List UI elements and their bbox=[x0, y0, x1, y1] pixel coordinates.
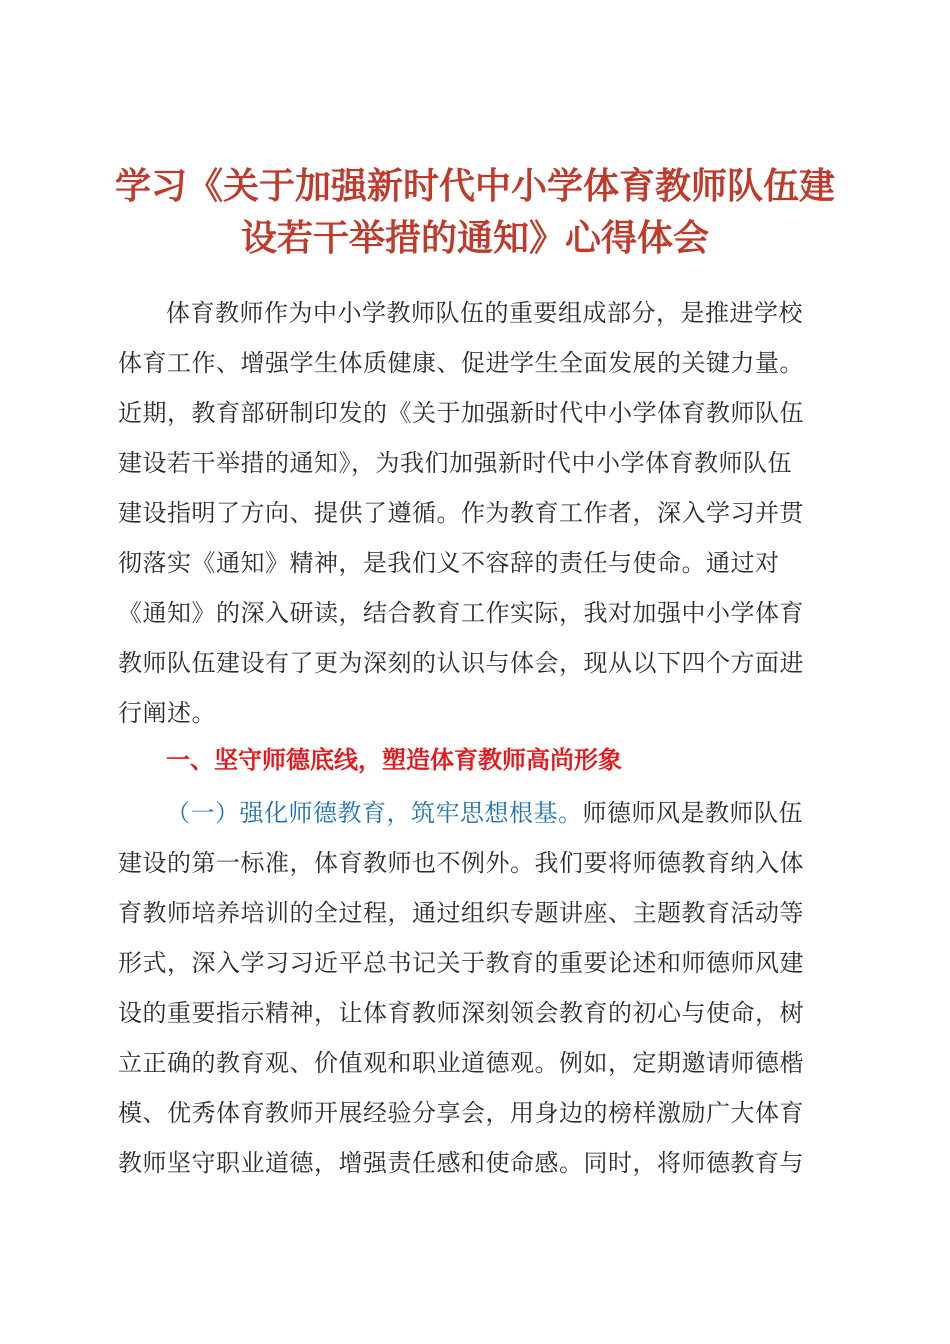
subsection-text: 师德师风是教师队伍 bbox=[582, 799, 803, 827]
paragraph-line: 教师坚守职业道德，增强责任感和使命感。同时，将师德教育与 bbox=[118, 1149, 804, 1177]
paragraph-line: 模、优秀体育教师开展经验分享会，用身边的榜样激励广大体育 bbox=[118, 1099, 804, 1127]
paragraph-line: 近期，教育部研制印发的《关于加强新时代中小学体育教师队伍 bbox=[118, 399, 804, 427]
paragraph-line: 体育教师作为中小学教师队伍的重要组成部分，是推进学校 bbox=[166, 299, 803, 327]
paragraph-line: 彻落实《通知》精神，是我们义不容辞的责任与使命。通过对 bbox=[118, 549, 780, 577]
intro-paragraph bbox=[118, 288, 838, 738]
paragraph-line bbox=[118, 788, 838, 838]
paragraph-line: 建设的第一标准，体育教师也不例外。我们要将师德教育纳入体 bbox=[118, 849, 804, 877]
title-line-1: 学习《关于加强新时代中小学体育教师队伍建 bbox=[114, 165, 835, 207]
paragraph-line: 行阐述。 bbox=[118, 699, 216, 727]
paragraph-line: 体育工作、增强学生体质健康、促进学生全面发展的关键力量。 bbox=[118, 349, 804, 377]
paragraph-line: 形式，深入学习习近平总书记关于教育的重要论述和师德师风建 bbox=[118, 949, 804, 977]
paragraph-line: 育教师培养培训的全过程，通过组织专题讲座、主题教育活动等 bbox=[118, 899, 804, 927]
paragraph-line: 设的重要指示精神，让体育教师深刻领会教育的初心与使命，树 bbox=[118, 999, 804, 1027]
subsection-paragraph-1 bbox=[118, 788, 838, 1188]
document-title bbox=[100, 160, 850, 264]
paragraph-line: 建设指明了方向、提供了遵循。作为教育工作者，深入学习并贯 bbox=[118, 499, 804, 527]
paragraph-line: 《通知》的深入研读，结合教育工作实际，我对加强中小学体育 bbox=[118, 599, 804, 627]
title-line-2: 设若干举措的通知》心得体会 bbox=[240, 217, 709, 259]
paragraph-line: 建设若干举措的通知》，为我们加强新时代中小学体育教师队伍 bbox=[118, 449, 792, 477]
section-heading-1: 一、坚守师德底线，塑造体育教师高尚形象 bbox=[166, 746, 622, 774]
paragraph-line: 立正确的教育观、价值观和职业道德观。例如，定期邀请师德楷 bbox=[118, 1049, 804, 1077]
paragraph-line: 教师队伍建设有了更为深刻的认识与体会，现从以下四个方面进 bbox=[118, 649, 804, 677]
subsection-title: （一）强化师德教育，筑牢思想根基。 bbox=[166, 799, 583, 827]
